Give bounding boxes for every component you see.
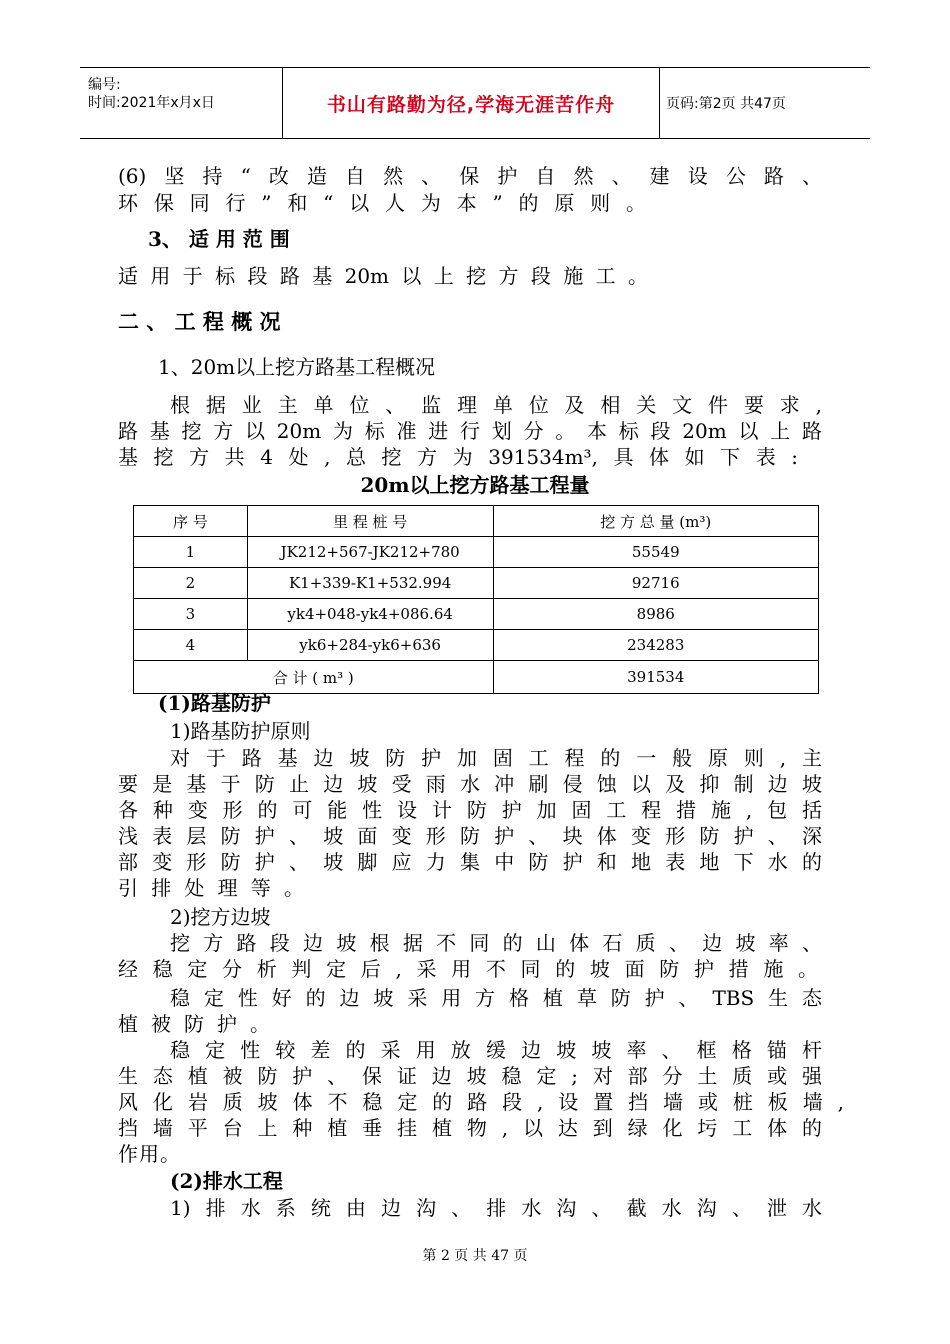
slope-para-line-1: 挖方路段边坡根据不同的山体石质、边坡率、 bbox=[170, 931, 822, 955]
document-date-label: 时间:2021年x月x日 bbox=[88, 95, 215, 111]
protection-para-line-1: 对于路基边坡防护加固工程的一般原则,主 bbox=[170, 746, 822, 770]
drainage-para-line-1: 1)排水系统由边沟、排水沟、截水沟、泄水 bbox=[170, 1196, 822, 1220]
stable-slope-line-2: 植被防护。 bbox=[118, 1012, 270, 1036]
total-label: 合 计 ( m³ ) bbox=[134, 661, 494, 694]
subheading-excavation-slope: 2)挖方边坡 bbox=[170, 905, 271, 929]
header-index: 序 号 bbox=[134, 506, 248, 537]
heading-scope: 3、 适 用 范 围 bbox=[148, 227, 290, 251]
subheading-protection-principle: 1)路基防护原则 bbox=[170, 719, 311, 743]
header-meta-cell bbox=[80, 68, 283, 138]
unstable-slope-line-5: 作用。 bbox=[118, 1142, 180, 1166]
total-value: 391534 bbox=[493, 661, 819, 694]
table-row bbox=[134, 599, 819, 630]
cell-index: 1 bbox=[134, 537, 248, 568]
cell-chainage: K1+339-K1+532.994 bbox=[247, 568, 493, 599]
document-number-label: 编号: bbox=[88, 77, 121, 93]
principle-6-line-1: (6)坚持“改造自然、保护自然、建设公路、 bbox=[118, 164, 822, 188]
unstable-slope-line-3: 风化岩质坡体不稳定的路段,设置挡墙或桩板墙, bbox=[118, 1090, 844, 1114]
table-title: 20m以上挖方路基工程量 bbox=[360, 473, 590, 497]
heading-overview-sub: 1、20m以上挖方路基工程概况 bbox=[158, 355, 436, 379]
protection-para-line-5: 部变形防护、坡脚应力集中防护和地表地下水的 bbox=[118, 850, 822, 874]
heading-project-overview: 二 、 工 程 概 况 bbox=[118, 309, 281, 334]
table-row bbox=[134, 568, 819, 599]
header-page-info: 页码:第2页 共47页 bbox=[666, 96, 786, 112]
scope-text: 适用于标段路基20m以上挖方段施工。 bbox=[118, 264, 648, 288]
intro-line-3: 基挖方共4处,总挖方为391534m³,具体如下表: bbox=[118, 445, 798, 469]
header-page-cell bbox=[660, 68, 870, 138]
cell-volume: 92716 bbox=[493, 568, 819, 599]
table-row bbox=[134, 630, 819, 661]
heading-drainage: (2)排水工程 bbox=[170, 1169, 283, 1193]
cell-index: 3 bbox=[134, 599, 248, 630]
unstable-slope-line-1: 稳定性较差的采用放缓边坡坡率、框格锚杆 bbox=[170, 1038, 822, 1062]
unstable-slope-line-2: 生态植被防护、保证边坡稳定;对部分土质或强 bbox=[118, 1064, 822, 1088]
header-volume: 挖 方 总 量 (m³) bbox=[493, 506, 819, 537]
intro-line-1: 根据业主单位、监理单位及相关文件要求, bbox=[170, 393, 822, 417]
heading-subgrade-protection: (1)路基防护 bbox=[158, 691, 271, 715]
cell-volume: 234283 bbox=[493, 630, 819, 661]
excavation-quantity-table bbox=[133, 505, 819, 694]
cell-volume: 8986 bbox=[493, 599, 819, 630]
header-motto-cell bbox=[283, 68, 660, 138]
header-chainage: 里 程 桩 号 bbox=[247, 506, 493, 537]
protection-para-line-2: 要是基于防止边坡受雨水冲刷侵蚀以及抑制边坡 bbox=[118, 772, 822, 796]
slope-para-line-2: 经稳定分析判定后,采用不同的坡面防护措施。 bbox=[118, 957, 818, 981]
cell-chainage: yk4+048-yk4+086.64 bbox=[247, 599, 493, 630]
unstable-slope-line-4: 挡墙平台上种植垂挂植物,以达到绿化圬工体的 bbox=[118, 1116, 822, 1140]
cell-index: 4 bbox=[134, 630, 248, 661]
page-header bbox=[80, 67, 870, 139]
protection-para-line-3: 各种变形的可能性设计防护加固工程措施,包括 bbox=[118, 798, 822, 822]
protection-para-line-6: 引排处理等。 bbox=[118, 876, 304, 900]
table-total-row bbox=[134, 661, 819, 694]
table-header-row bbox=[134, 506, 819, 537]
protection-para-line-4: 浅表层防护、坡面变形防护、块体变形防护、深 bbox=[118, 824, 822, 848]
cell-volume: 55549 bbox=[493, 537, 819, 568]
page-footer: 第 2 页 共 47 页 bbox=[422, 1248, 528, 1264]
intro-line-2: 路基挖方以20m为标准进行划分。本标段20m以上路 bbox=[118, 419, 822, 443]
cell-chainage: yk6+284-yk6+636 bbox=[247, 630, 493, 661]
table-row bbox=[134, 537, 819, 568]
stable-slope-line-1: 稳定性好的边坡采用方格植草防护、TBS生态 bbox=[170, 986, 822, 1010]
cell-index: 2 bbox=[134, 568, 248, 599]
header-motto: 书山有路勤为径,学海无涯苦作舟 bbox=[326, 93, 616, 116]
principle-6-line-2: 环保同行”和“以人为本”的原则。 bbox=[118, 191, 646, 215]
cell-chainage: JK212+567-JK212+780 bbox=[247, 537, 493, 568]
